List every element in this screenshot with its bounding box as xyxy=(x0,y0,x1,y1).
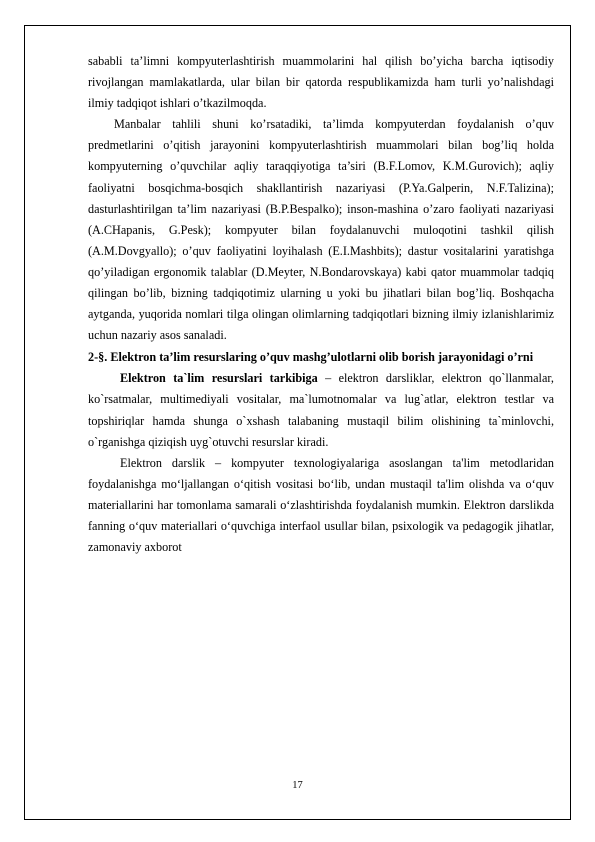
paragraph-3-text: – elektron darsliklar, elektron qo`llanmalar, ko`rsatmalar, multimediyali vositalar, ma`lumotnomalar va lug`atlar, elektron testlar va topshiriqlar hamda shunga o`xshash talabaning mustaqil bilim olishining ta`minlovchi, o`rganishga qiziqish uyg`otuvchi resurslar kiradi. xyxy=(88,371,554,449)
paragraph-2: Manbalar tahlili shuni ko’rsatadiki, ta’limda kompyuterdan foydalanish o’quv predmetlarini o’qitish jarayonini kompyuterlashtirish muammolari bilan bog’liq holda kompyuterning o’quvchilar aqliy taraqqiyotiga ta’siri (B.F.Lomov, K.M.Gurovich); aqliy faoliyatni bosqichma-bosqich shakllantirish nazariyasi (P.Ya.Galperin, N.F.Talizina); dasturlashtirilgan ta’lim nazariyasi (B.P.Bespalko); inson-mashina o’zaro faoliyati nazariyasi (A.CHapanis, G.Pesk); kompyuter bilan foydalanuvchi muloqotini tashkil qilish (A.M.Dovgyallo); o’quv faoliyatini loyihalash (E.I.Mashbits); dastur vositalarini yaratishga qo’yiladigan ergonomik talablar (D.Meyter, N.Bondarovskaya) kabi qator muammolar tadqiq qilingan bo’lib, bizning tadqiqotimiz ularning u yoki bu jihatlari bilan bog’liq. Boshqacha aytganda, yuqorida nomlari tilga olingan olimlarning tadqiqotlari bizning ilmiy izlanishlarimiz uchun nazariy asos sanaladi. xyxy=(88,117,554,343)
paragraph-1: sababli ta’limni kompyuterlashtirish muammolarini hal qilish bo’yicha barcha iqtisodiy rivojlangan mamlakatlarda, ular bilan bir qatorda respublikamizda ham turli yo’nalishdagi ilmiy tadqiqot ishlari o’tkazilmoqda. xyxy=(88,54,554,111)
document-body xyxy=(88,51,554,558)
paragraph-4: Elektron darslik – kompyuter texnologiyalariga asoslangan ta'lim metodlaridan foydalanishga mo‘ljallangan o‘qitish vositasi bo‘lib, undan mustaqil ta'lim olishda va o‘quv materiallarini har tomonlama samarali o‘zlashtirishda foydalanish mumkin. Elektron darslikda fanning o‘quv materiallari o‘quvchiga interfaol usullar bilan, psixologik va pedagogik jihatlar, zamonaviy axborot xyxy=(88,455,554,555)
paragraph-3-term: Elektron ta`lim resurslari tarkibiga xyxy=(120,371,318,386)
paragraph-3 xyxy=(88,368,554,452)
page-number: 17 xyxy=(292,780,303,791)
section-heading: 2-§. Elektron ta’lim resurslaring o’quv mashg’ulotlarni olib borish jarayonidagi o’rni xyxy=(88,350,534,365)
